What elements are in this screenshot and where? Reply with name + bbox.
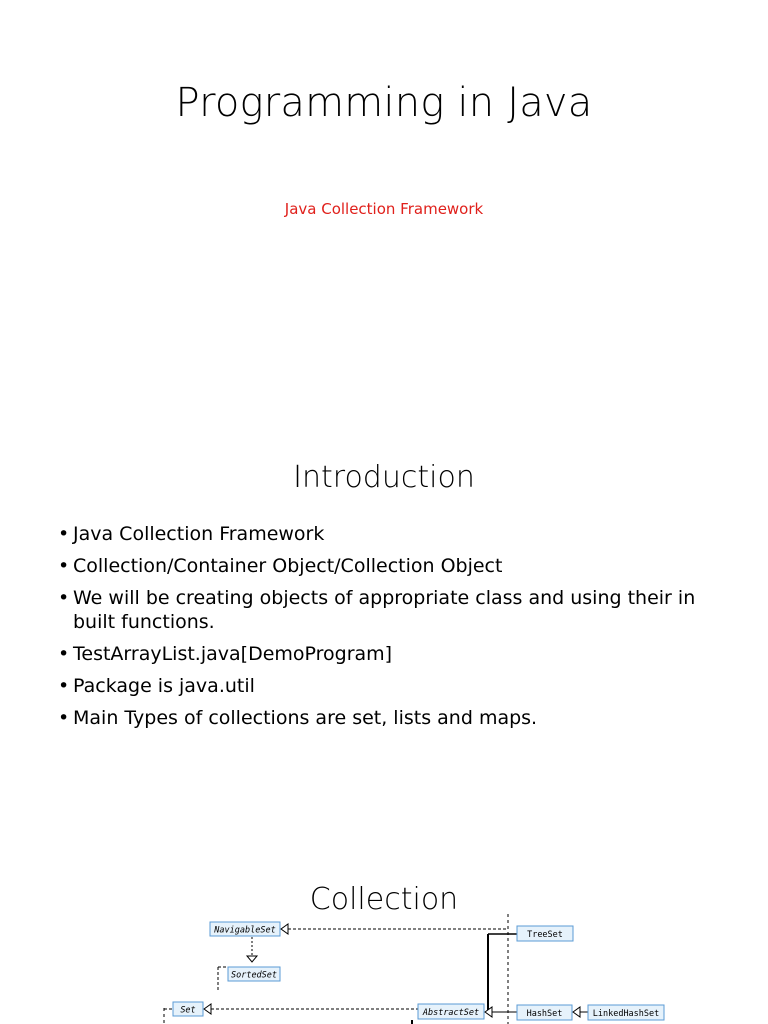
navigable-set-label: NavigableSet (214, 925, 276, 936)
collection-hierarchy-diagram (0, 912, 768, 1024)
inheritance-arrow-icon (204, 1004, 211, 1014)
linked-hash-set-label: LinkedHashSet (592, 1009, 660, 1019)
bullet-item: • Main Types of collections are set, lists and maps. (58, 706, 718, 730)
bullet-item: • Collection/Container Object/Collection Object (58, 554, 718, 578)
bullet-item: • We will be creating objects of appropriate class and using their in built functions. (58, 586, 718, 634)
bullet-item: • Package is java.util (58, 674, 718, 698)
introduction-heading: Introduction (293, 460, 475, 495)
inheritance-arrow-icon (247, 956, 257, 962)
bullet-item: • TestArrayList.java[DemoProgram] (58, 642, 718, 666)
bullet-item: • Java Collection Framework (58, 522, 718, 546)
collection-heading: Collection (309, 882, 459, 917)
slide-subtitle: Java Collection Framework (284, 200, 484, 218)
bullet-list (58, 522, 718, 738)
hash-set-label: HashSet (526, 1009, 563, 1019)
tree-set-label: TreeSet (527, 930, 563, 940)
inheritance-arrow-icon (573, 1007, 580, 1017)
set-label: Set (180, 1005, 196, 1016)
abstract-set-label: AbstractSet (422, 1008, 480, 1018)
slide-title: Programming in Java (175, 80, 593, 126)
sorted-set-label: SortedSet (230, 970, 278, 981)
inheritance-arrow-icon (281, 924, 288, 934)
